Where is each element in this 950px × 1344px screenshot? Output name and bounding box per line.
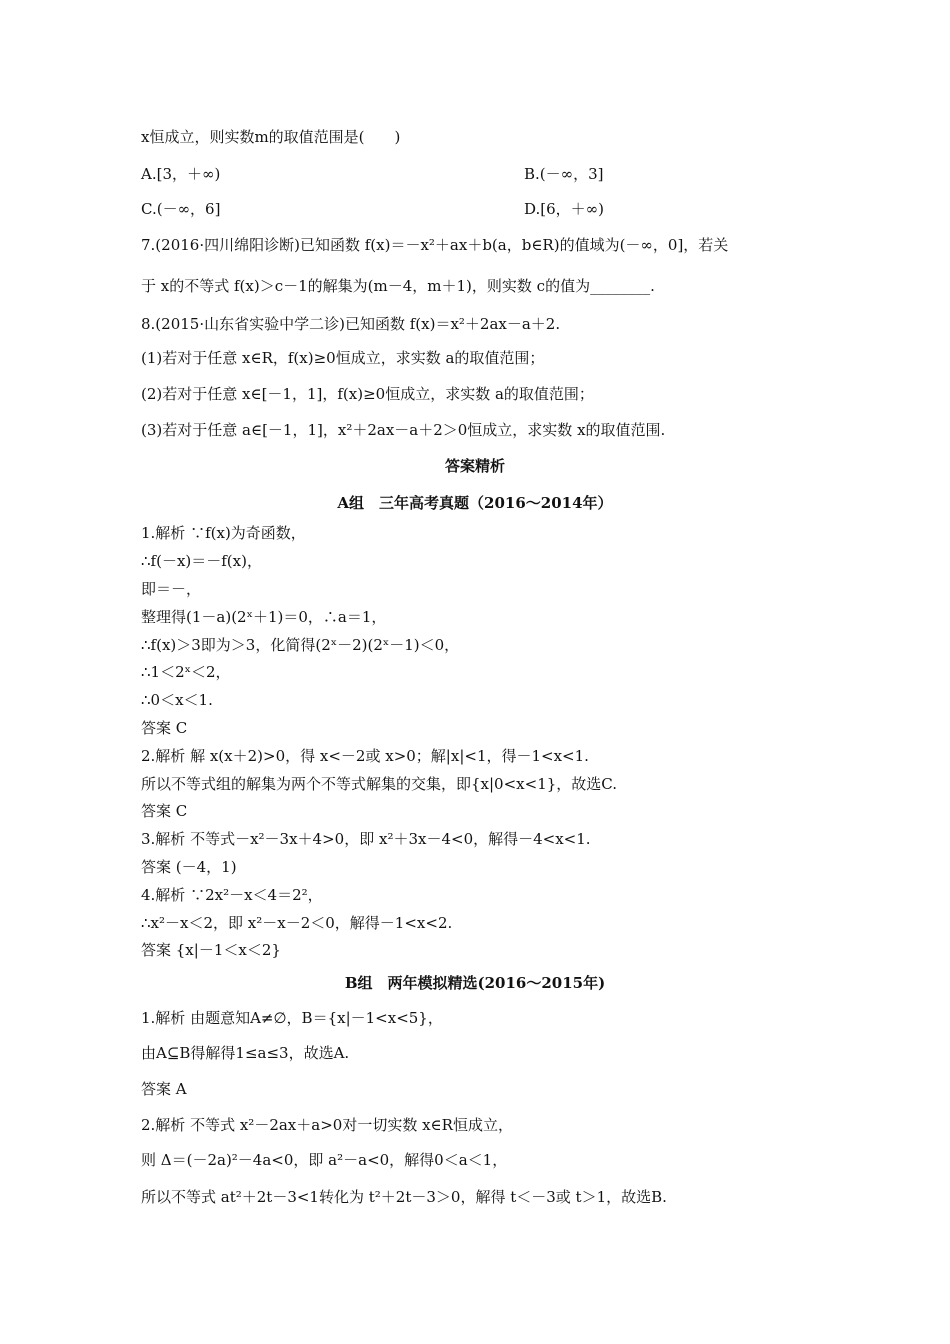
group-a-line: 所以不等式组的解集为两个不等式解集的交集，即{x|0<x<1}，故选C. xyxy=(141,775,617,793)
group-a-title: A组 三年高考真题（2016～2014年） xyxy=(337,494,613,512)
group-b-line: 2.解析 不等式 x²－2ax＋a>0对一切实数 x∈R恒成立， xyxy=(141,1116,513,1134)
q8-part-2: (2)若对于任意 x∈[－1，1]，f(x)≥0恒成立，求实数 a的取值范围； xyxy=(141,385,594,403)
q6-tail: x恒成立，则实数m的取值范围是( ) xyxy=(141,128,401,146)
group-a-line: 3.解析 不等式－x²－3x＋4>0，即 x²＋3x－4<0，解得－4<x<1. xyxy=(141,830,591,848)
q6-option-c: C.(－∞，6] xyxy=(141,200,221,218)
group-a-line: ∴f(x)＞3即为＞3，化简得(2ˣ－2)(2ˣ－1)＜0， xyxy=(141,636,460,654)
group-a-answer: 答案 (－4，1) xyxy=(141,858,237,876)
q8-stem: 8.(2015·山东省实验中学二诊)已知函数 f(x)＝x²＋2ax－a＋2. xyxy=(141,315,561,333)
group-b-line: 由A⊆B得解得1≤a≤3，故选A. xyxy=(141,1044,350,1062)
group-a-line: ∴0＜x＜1. xyxy=(141,691,213,709)
group-b-line: 1.解析 由题意知A≠∅，B＝{x|－1<x<5}， xyxy=(141,1009,443,1027)
group-a-line: 整理得(1－a)(2ˣ＋1)＝0，∴a＝1， xyxy=(141,608,387,626)
group-a-line: 即＝－， xyxy=(141,580,202,598)
group-a-line: 2.解析 解 x(x＋2)>0，得 x<－2或 x>0；解|x|<1，得－1<x<1. xyxy=(141,747,589,765)
group-a-line: 1.解析 ∵f(x)为奇函数， xyxy=(141,524,306,542)
group-a-answer: 答案 C xyxy=(141,719,188,737)
answers-heading: 答案精析 xyxy=(444,457,505,475)
group-a-line: ∴1＜2ˣ＜2， xyxy=(141,663,231,681)
q7-line-1: 7.(2016·四川绵阳诊断)已知函数 f(x)＝－x²＋ax＋b(a，b∈R)的值域为(－∞，0]，若关 xyxy=(141,236,729,254)
group-b-line: 则 Δ＝(－2a)²－4a<0，即 a²－a<0，解得0＜a＜1， xyxy=(141,1151,508,1169)
q8-part-3: (3)若对于任意 a∈[－1，1]，x²＋2ax－a＋2＞0恒成立，求实数 x的取值范围. xyxy=(141,421,666,439)
group-b-line: 所以不等式 at²＋2t－3<1转化为 t²＋2t－3＞0，解得 t＜－3或 t＞1，故选B. xyxy=(141,1188,667,1206)
group-b-answer: 答案 A xyxy=(141,1080,187,1098)
q6-option-a: A.[3，＋∞) xyxy=(141,165,221,183)
q6-option-b: B.(－∞，3] xyxy=(524,165,604,183)
group-a-answer: 答案 C xyxy=(141,802,188,820)
q8-part-1: (1)若对于任意 x∈R，f(x)≥0恒成立，求实数 a的取值范围； xyxy=(141,349,545,367)
q6-option-d: D.[6，＋∞) xyxy=(524,200,605,218)
group-b-title: B组 两年模拟精选(2016～2015年) xyxy=(344,974,606,992)
group-a-line: ∴f(－x)＝－f(x)， xyxy=(141,552,262,570)
group-a-line: 4.解析 ∵2x²－x＜4＝2²， xyxy=(141,886,323,904)
group-a-answer: 答案 {x|－1＜x＜2} xyxy=(141,941,281,959)
q7-line-2: 于 x的不等式 f(x)＞c－1的解集为(m－4，m＋1)，则实数 c的值为________. xyxy=(141,277,655,295)
group-a-line: ∴x²－x＜2，即 x²－x－2＜0，解得－1<x<2. xyxy=(141,914,453,932)
